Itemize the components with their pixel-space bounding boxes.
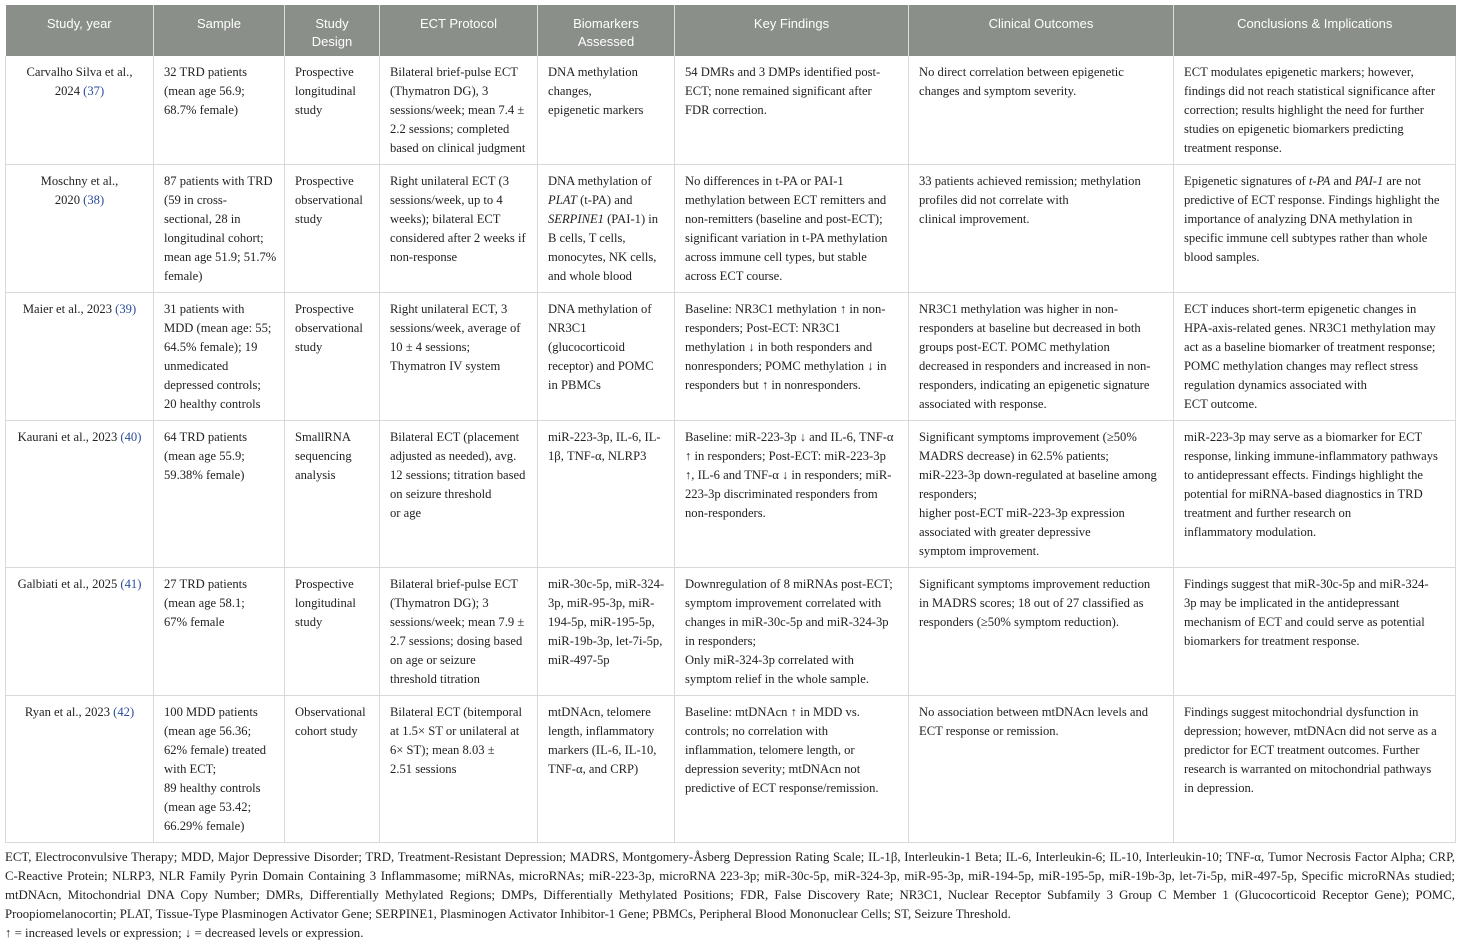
outcomes-line: No direct correlation between epigenetic	[919, 65, 1124, 79]
design-line: observational	[295, 193, 363, 207]
biomarkers-line: 3p, miR-95-3p, miR-	[548, 596, 655, 610]
biomarkers-line: DNA methylation	[548, 65, 638, 79]
findings-line: across immune cell types, but stable	[685, 250, 867, 264]
cell-study	[6, 165, 154, 293]
study-line: Maier et al., 2023 (39)	[22, 302, 137, 316]
sample-line: 66.29% female)	[164, 819, 245, 833]
protocol-line: at 1.5× ST or unilateral at	[390, 724, 520, 738]
conclusions-line: response, linking immune-inflammatory pathways	[1184, 449, 1438, 463]
protocol-line: Thymatron IV system	[390, 359, 501, 373]
protocol-line: sessions/week; mean 7.4 ±	[390, 103, 525, 117]
outcomes-line: NR3C1 methylation was higher in non-	[919, 302, 1119, 316]
cell-outcomes	[909, 56, 1174, 165]
biomarkers-line: and whole blood	[548, 269, 632, 283]
design-line: Prospective	[295, 577, 354, 591]
protocol-line: on seizure threshold	[390, 487, 492, 501]
cell-sample	[154, 56, 285, 165]
conclusions-line: act as a baseline biomarker of treatment response;	[1184, 340, 1436, 354]
findings-line: depression severity; mtDNAcn not	[685, 762, 861, 776]
sample-line: longitudinal cohort;	[164, 231, 264, 245]
sample-line: 64.5% female); 19	[164, 340, 258, 354]
conclusions-line: potential for miRNA-based diagnostics in TRD	[1184, 487, 1423, 501]
arrow-legend-note: ↑ = increased levels or expression; ↓ = decreased levels or expression.	[5, 926, 364, 940]
table-row	[6, 421, 1456, 568]
sample-line: (mean age 55.9;	[164, 449, 245, 463]
conclusions-line: depression; however, mtDNAcn did not serve as a	[1184, 724, 1437, 738]
sample-line: 89 healthy controls	[164, 781, 261, 795]
cell-protocol	[380, 568, 538, 696]
cell-biomarkers	[538, 56, 675, 165]
outcomes-line: profiles did not correlate with	[919, 193, 1069, 207]
sample-line: MDD (mean age: 55;	[164, 321, 272, 335]
sample-line: 32 TRD patients	[164, 65, 248, 79]
conclusions-line: miR-223-3p may serve as a biomarker for ECT	[1184, 430, 1423, 444]
findings-line: across ECT course.	[685, 269, 783, 283]
biomarkers-line: epigenetic markers	[548, 103, 644, 117]
column-header: ECT Protocol	[380, 5, 538, 56]
outcomes-line: No association between mtDNAcn levels and	[919, 705, 1149, 719]
sample-line: (mean age 56.9;	[164, 84, 245, 98]
cell-conclusions	[1174, 421, 1456, 568]
design-line: longitudinal	[295, 596, 356, 610]
biomarkers-line: NR3C1	[548, 321, 587, 335]
conclusions-line: findings did not reach statistical significance after	[1184, 84, 1436, 98]
findings-line: responders but ↑ in nonresponders.	[685, 378, 861, 392]
study-line: Carvalho Silva et al.,	[26, 65, 133, 79]
cell-protocol	[380, 421, 538, 568]
design-line: Prospective	[295, 65, 354, 79]
sample-line: 100 MDD patients	[164, 705, 258, 719]
cell-findings	[675, 421, 909, 568]
design-line: study	[295, 212, 323, 226]
design-line: study	[295, 340, 323, 354]
conclusions-line: specific immune cell subtypes rather than whole	[1184, 231, 1428, 245]
biomarkers-line: B cells, T cells,	[548, 231, 626, 245]
conclusions-line: to antidepressant effects. Findings highlight the	[1184, 468, 1424, 482]
cell-study	[6, 421, 154, 568]
protocol-line: or age	[390, 506, 422, 520]
outcomes-line: miR-223-3p down-regulated at baseline among	[919, 468, 1157, 482]
design-line: sequencing	[295, 449, 352, 463]
sample-line: 67% female	[164, 615, 225, 629]
sample-line: (mean age 53.42;	[164, 800, 252, 814]
design-line: observational	[295, 321, 363, 335]
biomarkers-line: length, inflammatory	[548, 724, 655, 738]
design-line: SmallRNA	[295, 430, 351, 444]
study-line: Moschny et al.,	[40, 174, 119, 188]
reference-link[interactable]: (38)	[83, 193, 105, 207]
conclusions-line: importance of analyzing DNA methylation in	[1184, 212, 1413, 226]
findings-line: inflammation, telomere length, or	[685, 743, 855, 757]
conclusions-line: Epigenetic signatures of t-PA and PAI-1 are not	[1184, 174, 1422, 188]
cell-design	[285, 421, 380, 568]
findings-line: methylation between ECT remitters and	[685, 193, 887, 207]
protocol-line: Right unilateral ECT, 3	[390, 302, 508, 316]
protocol-line: 6× ST); mean 8.03 ±	[390, 743, 495, 757]
conclusions-line: treatment response.	[1184, 141, 1282, 155]
protocol-line: 10 ± 4 sessions;	[390, 340, 471, 354]
findings-line: Baseline: miR-223-3p ↓ and IL-6, TNF-α	[685, 430, 894, 444]
biomarkers-line: receptor) and POMC	[548, 359, 654, 373]
findings-line: ↑, IL-6 and TNF-α ↓ in responders; miR-	[685, 468, 892, 482]
design-line: longitudinal	[295, 84, 356, 98]
cell-study	[6, 568, 154, 696]
findings-line: significant variation in t-PA methylation	[685, 231, 888, 245]
reference-link[interactable]: (39)	[115, 302, 137, 316]
outcomes-line: changes and symptom severity.	[919, 84, 1077, 98]
findings-line: responders; Post-ECT: NR3C1	[685, 321, 841, 335]
table-body	[6, 56, 1456, 843]
outcomes-line: 33 patients achieved remission; methylation	[919, 174, 1141, 188]
biomarkers-line: SERPINE1 (PAI-1) in	[548, 212, 659, 226]
conclusions-line: research is warranted on mitochondrial pathways	[1184, 762, 1432, 776]
cell-biomarkers	[538, 165, 675, 293]
cell-biomarkers	[538, 293, 675, 421]
cell-design	[285, 293, 380, 421]
biomarkers-line: (glucocorticoid	[548, 340, 625, 354]
protocol-line: considered after 2 weeks if	[390, 231, 526, 245]
outcomes-line: in MADRS scores; 18 out of 27 classified as	[919, 596, 1144, 610]
column-header: Clinical Outcomes	[909, 5, 1174, 56]
cell-outcomes	[909, 568, 1174, 696]
outcomes-line: Significant symptoms improvement (≥50%	[919, 430, 1137, 444]
conclusions-line: predictive of ECT response. Findings highlight the	[1184, 193, 1440, 207]
column-header: Study, year	[6, 5, 154, 56]
outcomes-line: responders, indicating an epigenetic signature	[919, 378, 1150, 392]
protocol-line: 12 sessions; titration based	[390, 468, 526, 482]
protocol-line: Bilateral ECT (bitemporal	[390, 705, 522, 719]
sample-line: sectional, 28 in	[164, 212, 241, 226]
design-line: study	[295, 103, 323, 117]
biomarkers-line: 194-5p, miR-195-5p,	[548, 615, 655, 629]
biomarkers-line: miR-19b-3p, let-7i-5p,	[548, 634, 663, 648]
cell-design	[285, 568, 380, 696]
cell-biomarkers	[538, 696, 675, 843]
protocol-line: (Thymatron DG); 3	[390, 596, 489, 610]
cell-conclusions	[1174, 293, 1456, 421]
protocol-line: 2.51 sessions	[390, 762, 457, 776]
cell-protocol	[380, 165, 538, 293]
cell-conclusions	[1174, 696, 1456, 843]
outcomes-line: associated with greater depressive	[919, 525, 1091, 539]
protocol-line: 2.2 sessions; completed	[390, 122, 510, 136]
study-line: Kaurani et al., 2023 (40)	[17, 430, 142, 444]
cell-findings	[675, 165, 909, 293]
sample-line: 31 patients with	[164, 302, 245, 316]
conclusions-line: in depression.	[1184, 781, 1254, 795]
cell-findings	[675, 293, 909, 421]
sample-line: mean age 51.9; 51.7%	[164, 250, 277, 264]
outcomes-line: responders (≥50% symptom reduction).	[919, 615, 1119, 629]
conclusions-line: mechanism of ECT and could serve as potential	[1184, 615, 1425, 629]
findings-line: Baseline: mtDNAcn ↑ in MDD vs.	[685, 705, 860, 719]
sample-line: 20 healthy controls	[164, 397, 261, 411]
findings-line: changes in miR-30c-5p and miR-324-3p	[685, 615, 889, 629]
cell-conclusions	[1174, 165, 1456, 293]
study-line: 2020 (38)	[54, 193, 105, 207]
design-line: Observational	[295, 705, 366, 719]
cell-design	[285, 165, 380, 293]
document	[5, 5, 1455, 943]
conclusions-line: studies on epigenetic biomarkers predicting	[1184, 122, 1404, 136]
column-header: Biomarkers Assessed	[538, 5, 675, 56]
conclusions-line: ECT modulates epigenetic markers; however,	[1184, 65, 1414, 79]
protocol-line: (Thymatron DG), 3	[390, 84, 489, 98]
sample-line: 64 TRD patients	[164, 430, 248, 444]
conclusions-line: Findings suggest that miR-30c-5p and miR-324-	[1184, 577, 1429, 591]
sample-line: 27 TRD patients	[164, 577, 248, 591]
biomarkers-line: miR-497-5p	[548, 653, 610, 667]
sample-line: with ECT;	[164, 762, 217, 776]
cell-study	[6, 56, 154, 165]
findings-line: FDR correction.	[685, 103, 767, 117]
protocol-line: sessions/week, average of	[390, 321, 521, 335]
conclusions-line: predictor for ECT treatment outcomes. Further	[1184, 743, 1420, 757]
abbreviations-note: ECT, Electroconvulsive Therapy; MDD, Major Depressive Disorder; TRD, Treatment-Resistant Depression; MADRS, Montgomery-Åsberg Depression Rating Scale; IL-1β, Interleukin-1 Beta; IL-6, Interleukin-6; IL-10, Interleukin-10; TNF-α, Tumor Necrosis Factor Alpha; CRP, C-Reactive Protein; NLRP3, NLR Family Pyrin Domain Containing 3 Inflammasome; miRNAs, microRNAs; miR-223-3p, microRNA 223-3p; miR-30c-5p, miR-324-3p, miR-95-3p, miR-194-5p, miR-195-5p, miR-19b-3p, let-7i-5p, miR-497-5p, Specific microRNAs studied; mtDNAcn, Mitochondrial DNA Copy Number; DMRs, Differentially Methylated Regions; DMPs, Differentially Methylated Positions; FDR, False Discovery Rate; NR3C1, Nuclear Receptor Subfamily 3 Group C Member 1 (Glucocorticoid Receptor Gene); POMC, Proopiomelanocortin; PLAT, Tissue-Type Plasminogen Activator Gene; SERPINE1, Plasminogen Activator Inhibitor-1 Gene; PBMCs, Peripheral Blood Mononuclear Cells; ST, Seizure Threshold.	[5, 850, 1455, 921]
conclusions-line: Findings suggest mitochondrial dysfunction in	[1184, 705, 1419, 719]
cell-conclusions	[1174, 56, 1456, 165]
cell-findings	[675, 696, 909, 843]
protocol-line: on age or seizure	[390, 653, 476, 667]
biomarkers-line: PLAT (t-PA) and	[548, 193, 633, 207]
design-line: study	[295, 615, 323, 629]
findings-line: Only miR-324-3p correlated with	[685, 653, 854, 667]
outcomes-line: groups post-ECT. POMC methylation	[919, 340, 1110, 354]
outcomes-line: associated with response.	[919, 397, 1047, 411]
findings-line: 54 DMRs and 3 DMPs identified post-	[685, 65, 881, 79]
conclusions-line: blood samples.	[1184, 250, 1260, 264]
sample-line: (59 in cross-	[164, 193, 227, 207]
protocol-line: 2.7 sessions; dosing based	[390, 634, 523, 648]
findings-line: non-responders.	[685, 506, 766, 520]
study-line: Galbiati et al., 2025 (41)	[17, 577, 142, 591]
column-header: Key Findings	[675, 5, 909, 56]
table-row	[6, 165, 1456, 293]
reference-link[interactable]: (42)	[113, 705, 135, 719]
conclusions-line: inflammatory modulation.	[1184, 525, 1317, 539]
cell-findings	[675, 56, 909, 165]
protocol-line: sessions/week; mean 7.9 ±	[390, 615, 525, 629]
findings-line: No differences in t-PA or PAI-1	[685, 174, 844, 188]
findings-line: predictive of ECT response/remission.	[685, 781, 879, 795]
conclusions-line: HPA-axis-related genes. NR3C1 methylation may	[1184, 321, 1436, 335]
biomarkers-line: changes,	[548, 84, 592, 98]
protocol-line: based on clinical judgment	[390, 141, 526, 155]
biomarkers-line: DNA methylation of	[548, 302, 652, 316]
protocol-line: Bilateral ECT (placement	[390, 430, 520, 444]
biomarkers-line: in PBMCs	[548, 378, 601, 392]
reference-link[interactable]: (37)	[83, 84, 105, 98]
biomarkers-line: markers (IL-6, IL-10,	[548, 743, 657, 757]
protocol-line: threshold titration	[390, 672, 480, 686]
table-row	[6, 568, 1456, 696]
findings-line: nonresponders; POMC methylation ↓ in	[685, 359, 887, 373]
cell-sample	[154, 696, 285, 843]
outcomes-line: decreased in responders and increased in non-	[919, 359, 1151, 373]
sample-line: 59.38% female)	[164, 468, 245, 482]
cell-design	[285, 56, 380, 165]
findings-line: methylation ↓ in both responders and	[685, 340, 873, 354]
cell-protocol	[380, 293, 538, 421]
sample-line: depressed controls;	[164, 378, 261, 392]
cell-outcomes	[909, 165, 1174, 293]
outcomes-line: Significant symptoms improvement reduction	[919, 577, 1151, 591]
findings-line: symptom improvement correlated with	[685, 596, 882, 610]
cell-design	[285, 696, 380, 843]
cell-outcomes	[909, 696, 1174, 843]
protocol-line: weeks); bilateral ECT	[390, 212, 501, 226]
protocol-line: Right unilateral ECT (3	[390, 174, 510, 188]
cell-study	[6, 293, 154, 421]
study-line: Ryan et al., 2023 (42)	[24, 705, 135, 719]
table-row	[6, 56, 1456, 165]
sample-line: unmedicated	[164, 359, 229, 373]
findings-line: controls; no correlation with	[685, 724, 829, 738]
column-header: Study Design	[285, 5, 380, 56]
findings-line: non-remitters (baseline and post-ECT);	[685, 212, 883, 226]
design-line: Prospective	[295, 302, 354, 316]
cell-protocol	[380, 56, 538, 165]
conclusions-line: ECT induces short-term epigenetic changes in	[1184, 302, 1417, 316]
column-header: Conclusions & Implications	[1174, 5, 1456, 56]
findings-line: symptom relief in the whole sample.	[685, 672, 869, 686]
outcomes-line: symptom improvement.	[919, 544, 1040, 558]
biomarkers-line: monocytes, NK cells,	[548, 250, 657, 264]
cell-sample	[154, 421, 285, 568]
cell-study	[6, 696, 154, 843]
reference-link[interactable]: (41)	[120, 577, 142, 591]
sample-line: 62% female) treated	[164, 743, 267, 757]
outcomes-line: responders;	[919, 487, 978, 501]
sample-line: 87 patients with TRD	[164, 174, 273, 188]
design-line: analysis	[295, 468, 336, 482]
cell-protocol	[380, 696, 538, 843]
conclusions-line: correction; results highlight the need for further	[1184, 103, 1424, 117]
table-row	[6, 293, 1456, 421]
cell-outcomes	[909, 293, 1174, 421]
findings-line: in responders;	[685, 634, 756, 648]
conclusions-line: treatment and further research on	[1184, 506, 1352, 520]
cell-sample	[154, 568, 285, 696]
conclusions-line: biomarkers for treatment response.	[1184, 634, 1360, 648]
biomarkers-line: miR-223-3p, IL-6, IL-	[548, 430, 661, 444]
findings-line: Baseline: NR3C1 methylation ↑ in non-	[685, 302, 886, 316]
protocol-line: non-response	[390, 250, 458, 264]
design-line: Prospective	[295, 174, 354, 188]
studies-table	[5, 5, 1456, 843]
biomarkers-line: 1β, TNF-α, NLRP3	[548, 449, 647, 463]
outcomes-line: MADRS decrease) in 62.5% patients;	[919, 449, 1109, 463]
outcomes-line: responders at baseline but decreased in both	[919, 321, 1141, 335]
reference-link[interactable]: (40)	[120, 430, 142, 444]
column-header: Sample	[154, 5, 285, 56]
cell-conclusions	[1174, 568, 1456, 696]
cell-sample	[154, 293, 285, 421]
sample-line: 68.7% female)	[164, 103, 239, 117]
conclusions-line: POMC methylation changes may reflect stress	[1184, 359, 1418, 373]
protocol-line: sessions/week, up to 4	[390, 193, 503, 207]
cell-biomarkers	[538, 568, 675, 696]
table-row	[6, 696, 1456, 843]
cell-outcomes	[909, 421, 1174, 568]
table-footnote	[5, 848, 1455, 943]
biomarkers-line: DNA methylation of	[548, 174, 652, 188]
outcomes-line: higher post-ECT miR-223-3p expression	[919, 506, 1125, 520]
table-header-row	[6, 5, 1456, 56]
outcomes-line: ECT response or remission.	[919, 724, 1059, 738]
sample-line: (mean age 58.1;	[164, 596, 245, 610]
findings-line: 223-3p discriminated responders from	[685, 487, 878, 501]
study-line: 2024 (37)	[54, 84, 105, 98]
cell-findings	[675, 568, 909, 696]
protocol-line: Bilateral brief-pulse ECT	[390, 577, 518, 591]
cell-sample	[154, 165, 285, 293]
biomarkers-line: TNF-α, and CRP)	[548, 762, 639, 776]
findings-line: ↑ in responders; Post-ECT: miR-223-3p	[685, 449, 886, 463]
protocol-line: adjusted as needed), avg.	[390, 449, 517, 463]
biomarkers-line: miR-30c-5p, miR-324-	[548, 577, 665, 591]
findings-line: ECT; none remained significant after	[685, 84, 872, 98]
cell-biomarkers	[538, 421, 675, 568]
protocol-line: Bilateral brief-pulse ECT	[390, 65, 518, 79]
sample-line: female)	[164, 269, 203, 283]
biomarkers-line: mtDNAcn, telomere	[548, 705, 651, 719]
design-line: cohort study	[295, 724, 358, 738]
conclusions-line: regulation dynamics associated with	[1184, 378, 1367, 392]
conclusions-line: ECT outcome.	[1184, 397, 1258, 411]
findings-line: Downregulation of 8 miRNAs post-ECT;	[685, 577, 893, 591]
conclusions-line: 3p may be implicated in the antidepressant	[1184, 596, 1400, 610]
sample-line: (mean age 56.36;	[164, 724, 252, 738]
outcomes-line: clinical improvement.	[919, 212, 1030, 226]
